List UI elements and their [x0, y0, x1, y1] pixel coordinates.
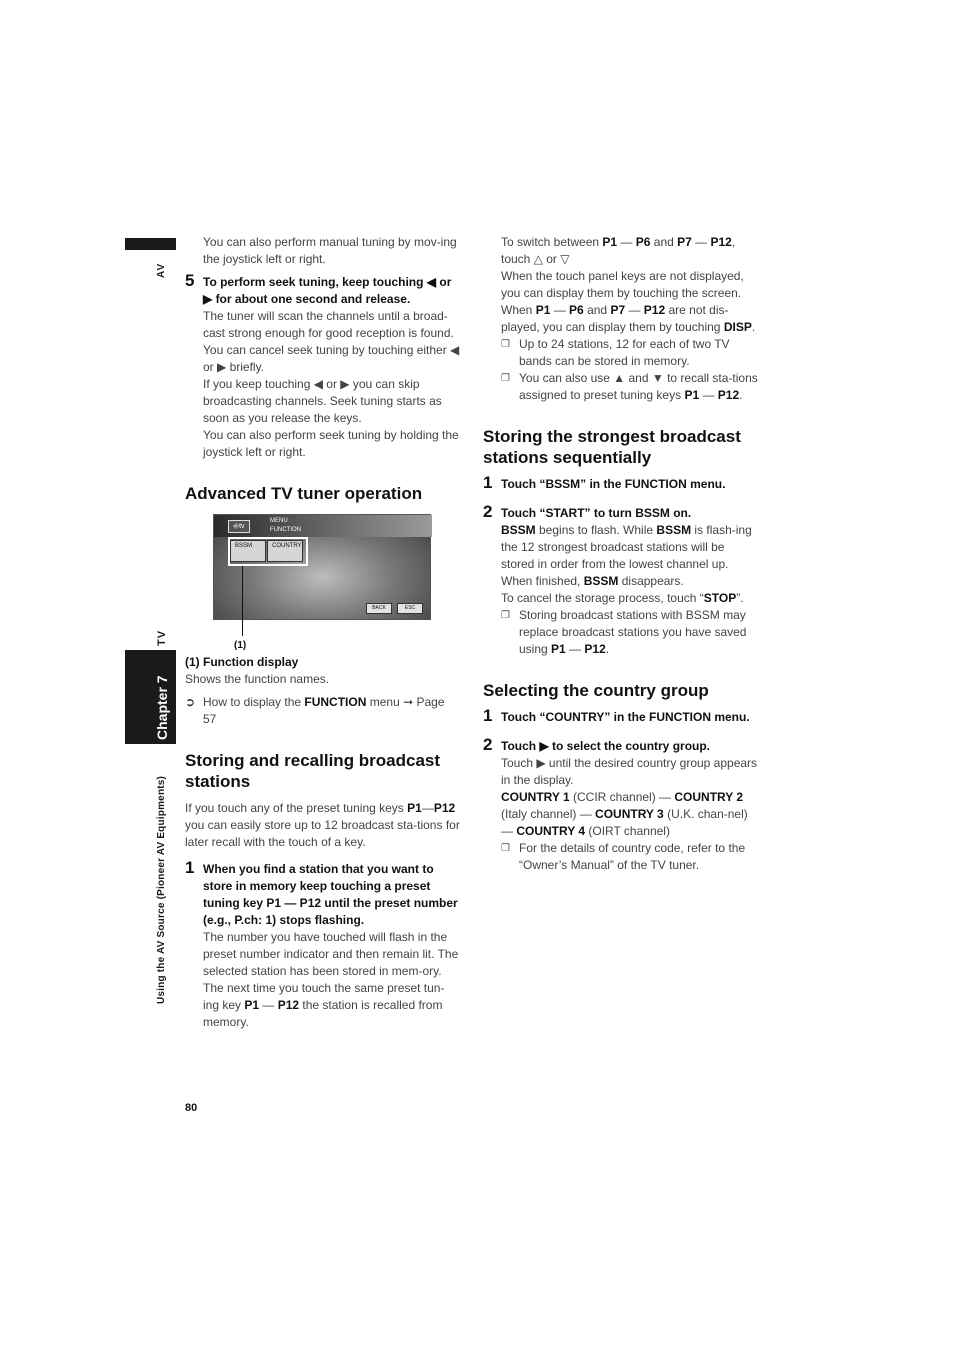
step-5	[185, 271, 460, 308]
function-screen-image	[213, 514, 431, 651]
step-5-body-1: The tuner will scan the channels until a broad-cast strong enough for good reception is found.	[203, 309, 454, 340]
note-24-stations: ❐ Up to 24 stations, 12 for each of two TV bands can be stored in memory.	[501, 337, 730, 368]
note-country-details: ❐ For the details of country code, refer to the “Owner’s Manual” of the TV tuner.	[501, 841, 746, 872]
note-arrows-recall: ❐ You can also use ▲ and ▼ to recall sta-tions assigned to preset tuning keys P1 — P12.	[501, 371, 758, 402]
switch-text: To switch between P1 — P6 and P7 — P12, touch △ or ▽	[501, 235, 736, 266]
heading-storing: Storing and recalling broadcast stations	[185, 751, 441, 791]
country-list: COUNTRY 1 (CCIR channel) — COUNTRY 2 (Italy channel) — COUNTRY 3 (U.K. chan-nel) — COUNTRY 4 (OIRT channel)	[501, 790, 748, 838]
step-title: To perform seek tuning, keep touching ◀ or ▶ for about one second and release.	[203, 275, 452, 306]
step-2-start	[483, 502, 758, 522]
heading-strongest: Storing the strongest broadcast stations sequentially	[483, 427, 741, 467]
not-displayed-text: When the touch panel keys are not displayed, you can display them by touching the screen.	[501, 269, 744, 300]
reference-arrow-icon: ➲	[185, 695, 196, 709]
left-column	[185, 234, 460, 1031]
step-title: Touch “COUNTRY” in the FUNCTION menu.	[501, 710, 750, 724]
step-1-body: The number you have touched will flash in the preset number indicator and then remain lit. The selected station has been stored in mem-ory.	[203, 930, 459, 978]
step-5-body-3: If you keep touching ◀ or ▶ you can skip broadcasting channels. Seek tuning starts as soon as you release the keys.	[203, 377, 442, 425]
step-1-bssm	[483, 473, 758, 493]
screen-back-key: BACK	[366, 603, 392, 614]
step-title: When you find a station that you want to store in memory keep touching a preset tuning key P1 — P12 until the preset number (e.g., P.ch: 1) stops flashing.	[203, 862, 458, 927]
step-5-body-4: You can also perform seek tuning by holding the joystick left or right.	[203, 428, 459, 459]
tv-icon: ⎆tv	[228, 520, 250, 533]
step-title: Touch “BSSM” in the FUNCTION menu.	[501, 477, 726, 491]
step-number: 1	[483, 473, 493, 492]
step-number: 5	[185, 271, 195, 290]
screen-function-label: FUNCTION	[270, 527, 301, 533]
step-number: 2	[483, 735, 493, 754]
caption-title: (1) Function display	[185, 655, 299, 669]
bssm-flash-text: BSSM begins to flash. While BSSM is flash-ing the 12 strongest broadcast stations will be stored in order from the lowest channel up.	[501, 523, 752, 571]
function-display-highlight	[228, 537, 308, 566]
step-title: Touch ▶ to select the country group.	[501, 739, 711, 753]
sidebar-chapter-sub: TV	[156, 629, 168, 646]
note-box-icon: ❐	[501, 339, 510, 350]
screen-esc-key: ESC	[397, 603, 423, 614]
page-number: 80	[185, 1102, 198, 1114]
heading-country: Selecting the country group	[483, 681, 709, 700]
cancel-text: To cancel the storage process, touch “STOP”.	[501, 591, 744, 605]
step-number: 1	[185, 858, 195, 877]
step-title: Touch “START” to turn BSSM on.	[501, 506, 692, 520]
step-number: 2	[483, 502, 493, 521]
caption-body: Shows the function names.	[185, 672, 330, 686]
note-box-icon: ❐	[501, 610, 510, 621]
chapter-label: Chapter 7	[154, 675, 170, 740]
step-number: 1	[483, 706, 493, 725]
heading-advanced: Advanced TV tuner operation	[185, 484, 423, 503]
note-bssm-replace: ❐ Storing broadcast stations with BSSM may replace broadcast stations you have saved using P1 — P12.	[501, 608, 747, 656]
screen-bssm-key: BSSM	[230, 540, 266, 562]
step-1-country	[483, 706, 758, 726]
callout-line	[242, 566, 243, 636]
note-box-icon: ❐	[501, 843, 510, 854]
step-5-body-2: You can cancel seek tuning by touching either ◀ or ▶ briefly.	[203, 343, 460, 374]
step-2-country	[483, 735, 758, 755]
sidebar-long-title: Using the AV Source (Pioneer AV Equipments)	[156, 775, 167, 1004]
country-touch-text: Touch ▶ until the desired country group appears in the display.	[501, 756, 758, 787]
sidebar-top-bar	[125, 238, 176, 250]
disp-text: When P1 — P6 and P7 — P12 are not dis-played, you can display them by touching DISP.	[501, 303, 756, 334]
sidebar-section-label: AV	[156, 262, 167, 278]
recall-text: The next time you touch the same preset tun-ing key P1 — P12 the station is recalled from memory.	[203, 981, 445, 1029]
intro-text: You can also perform manual tuning by mov-ing the joystick left or right.	[203, 235, 457, 266]
screen-country-key: COUNTRY	[267, 540, 303, 562]
storing-intro: If you touch any of the preset tuning keys P1—P12 you can easily store up to 12 broadcast sta-tions for later recall with the touch of a key.	[185, 801, 460, 849]
note-box-icon: ❐	[501, 373, 510, 384]
right-column	[483, 234, 758, 874]
page-reference: ➲ How to display the FUNCTION menu ➞ Page 57	[185, 695, 445, 726]
step-1-store	[185, 858, 460, 929]
callout-label: (1)	[234, 640, 247, 651]
screen-menu-label: MENU	[270, 518, 288, 524]
finished-text: When finished, BSSM disappears.	[501, 574, 684, 588]
